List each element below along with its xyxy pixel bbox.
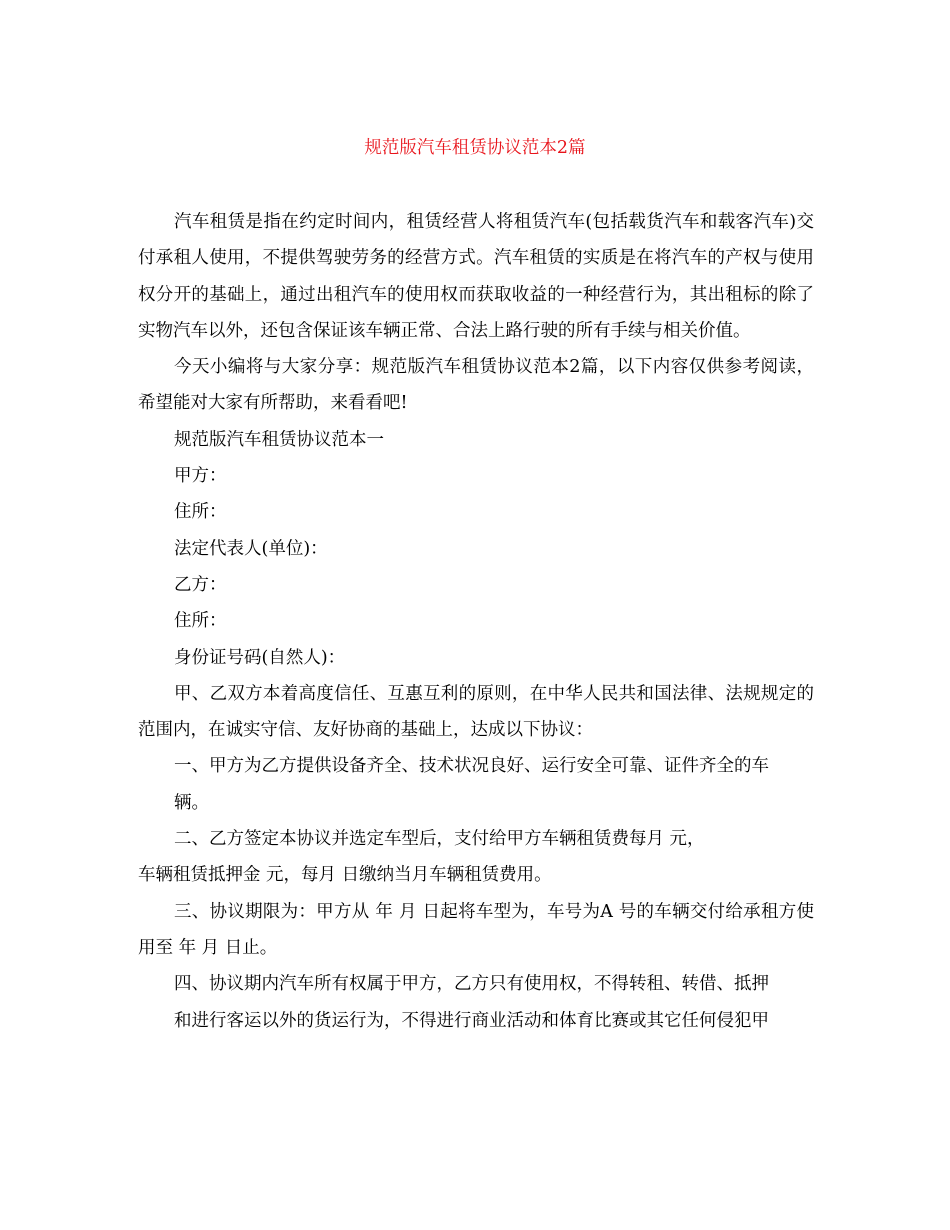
document-title: 规范版汽车租赁协议范本2篇 [364,138,586,158]
id-number-label: 身份证号码(自然人)： [174,647,346,668]
preamble-paragraph: 甲、乙双方本着高度信任、互惠互利的原则，在中华人民共和国法律、法规规定的范围内，在诚实守信、友好协商的基础上，达成以下协议： [138,683,814,741]
clause-1-line-2: 辆。 [174,792,209,813]
address-b-label: 住所： [174,611,227,632]
clause-2-line-2: 车辆租赁抵押金 元，每月 日缴纳当月车辆租赁费用。 [138,865,552,886]
party-a-label: 甲方： [174,466,227,487]
clause-4-line-1: 四、协议期内汽车所有权属于甲方，乙方只有使用权，不得转租、转借、抵押 [174,974,769,995]
intro-paragraph: 汽车租赁是指在约定时间内，租赁经营人将租赁汽车(包括载货汽车和载客汽车)交付承租人使用，不提供驾驶劳务的经营方式。汽车租赁的实质是在将汽车的产权与使用权分开的基础上，通过出租汽车的使用权而获取收益的一种经营行为，其出租标的除了实物汽车以外，还包含保证该车辆正常、合法上路行驶的所有手续与相关价值。 [138,212,814,341]
address-a-label: 住所： [174,502,227,523]
party-b-label: 乙方： [174,574,227,595]
share-paragraph: 今天小编将与大家分享：规范版汽车租赁协议范本2篇，以下内容仅供参考阅读，希望能对大家有所帮助，来看看吧! [138,357,814,414]
legal-rep-label: 法定代表人(单位)： [174,538,328,559]
clause-1-line-1: 一、甲方为乙方提供设备齐全、技术状况良好、运行安全可靠、证件齐全的车 [174,756,769,777]
clause-2-line-1: 二、乙方签定本协议并选定车型后，支付给甲方车辆租赁费每月 元， [174,829,705,850]
clause-3-paragraph: 三、协议期限为：甲方从 年 月 日起将车型为，车号为A 号的车辆交付给承租方使用至 年 月 日止。 [138,901,814,958]
section-heading: 规范版汽车租赁协议范本一 [174,429,384,450]
clause-4-line-2: 和进行客运以外的货运行为，不得进行商业活动和体育比赛或其它任何侵犯甲 [174,1010,769,1031]
document-body [138,204,814,1039]
